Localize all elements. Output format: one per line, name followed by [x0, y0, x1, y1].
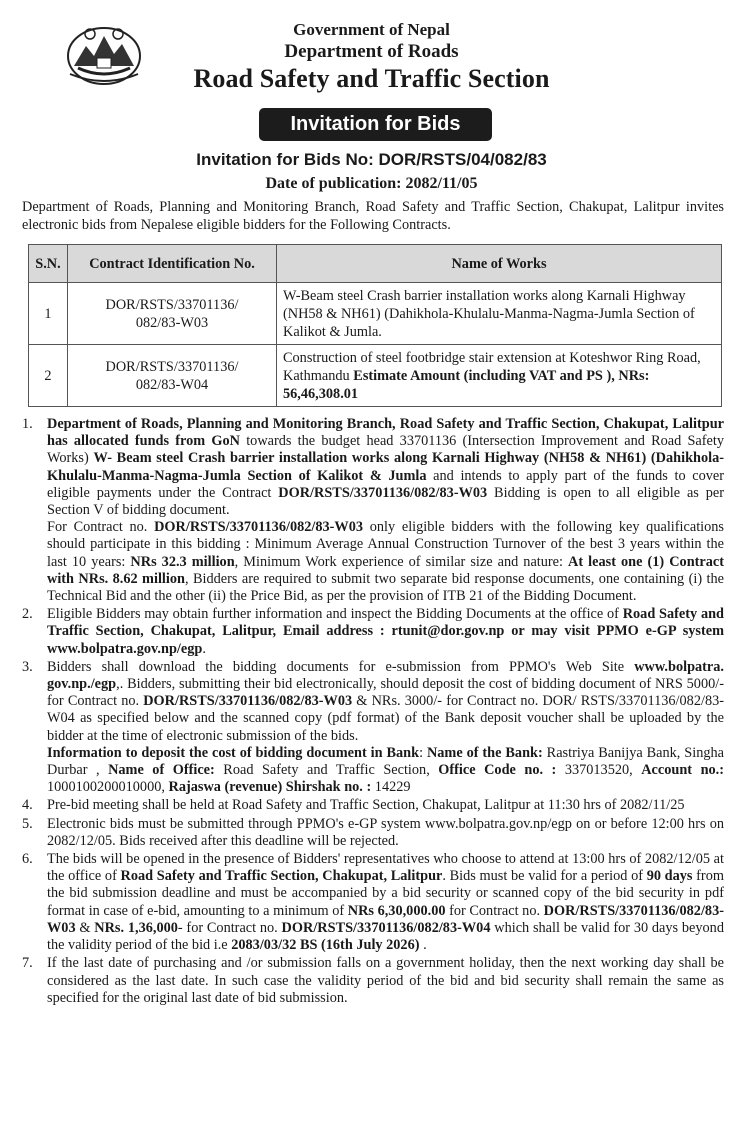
- contract-id-line1: DOR/RSTS/33701136/: [105, 296, 239, 313]
- clause-text: only eligible bidders with the following key qualifications should participate in this bidding : Minimum Average Annual Construction Turnover of the best 3 years within the last 10 years:: [47, 519, 724, 570]
- clause-3-para-1: [47, 659, 724, 745]
- list-item: [22, 851, 724, 954]
- table-header-row: [29, 245, 722, 283]
- clause-text: , Minimum Work experience of similar size and nature:: [234, 553, 569, 570]
- row-contract-id: [68, 345, 277, 407]
- row-contract-id: [68, 283, 277, 345]
- clause-text: .: [419, 937, 427, 954]
- clause-1-para-1: [47, 416, 724, 519]
- estimate-amount: Estimate Amount (including VAT and PS ), NRs: 56,46,308.01: [283, 367, 650, 402]
- notice-clauses: [22, 416, 724, 1008]
- clause-text: :: [419, 744, 427, 761]
- list-item: [22, 797, 724, 814]
- item-number: 6.: [22, 851, 33, 868]
- item-number: 2.: [22, 606, 33, 623]
- clause-text: 1000100200010000,: [47, 779, 169, 796]
- intro-paragraph: Department of Roads, Planning and Monitoring Branch, Road Safety and Traffic Section, Chakupat, Lalitpur invites electronic bids from Nepalese eligible bidders for the Following Contracts.: [22, 199, 724, 233]
- clause-text: 337013520,: [556, 762, 642, 779]
- clause-text-bold: NRs. 1,36,000: [94, 919, 178, 936]
- item-number: 4.: [22, 797, 33, 814]
- clause-text-bold: DOR/RSTS/33701136/082/83-W03: [154, 519, 364, 536]
- clause-text: - for Contract no.: [177, 919, 282, 936]
- notice-banner: Invitation for Bids: [259, 108, 492, 141]
- clause-text-bold: DOR/RSTS/33701136/082/83-W04: [281, 919, 491, 936]
- contract-id-line1: DOR/RSTS/33701136/: [105, 358, 239, 375]
- clause-text: from the bid submission deadline and must be accompanied by a bid security or scanned copy of the bid security in pdf format in case of e-bid, amounting to a minimum of: [47, 868, 724, 919]
- work-text: Construction of steel footbridge stair extension at Koteshwor Ring Road, Kathmandu: [283, 349, 701, 384]
- list-item: [22, 659, 724, 797]
- clause-1-para-2: [47, 519, 724, 605]
- item-number: 5.: [22, 815, 33, 832]
- clause-text: and intends to apply part of the funds to cover eligible payments under the Contract: [47, 467, 724, 501]
- clause-text: which shall be valid for 30 days beyond the validity period of the bid i.e: [47, 919, 724, 954]
- clause-text: ,. Bidders, submitting their bid electronically, should deposit the cost of bidding document of NRS 5000/- for Contract no.: [47, 676, 724, 710]
- clause-5: Electronic bids must be submitted through PPMO's e-GP system www.bolpatra.gov.np/egp on or before 12:00 hrs on 2082/12/05. Bids received after this deadline will be rejected.: [47, 815, 724, 849]
- clause-text-bold: Account no.:: [641, 762, 725, 779]
- clause-text: for Contract no.: [445, 902, 544, 919]
- clause-text-bold: NRs 32.3 million: [130, 553, 235, 570]
- clause-text: The bids will be opened in the presence of Bidders' representatives who choose to attend at 13:00 hrs of 2082/12/05 at the office of: [47, 851, 724, 885]
- clause-text-bold: Department of Roads, Planning and Monitoring Branch, Road Safety and Traffic Section, Chakupat, Lalitpur has allocated funds from GoN: [47, 416, 724, 450]
- clause-text-bold: At least one (1) Contract with NRs. 8.62 million: [47, 553, 725, 587]
- government-name: Government of Nepal: [293, 20, 450, 39]
- clause-text: Bidders shall download the bidding documents for e-submission from PPMO's Web Site: [47, 658, 635, 675]
- list-item: [22, 955, 724, 1007]
- list-item: [22, 816, 724, 850]
- clause-3-para-2: [47, 745, 724, 797]
- header-contract-id: Contract Identification No.: [68, 245, 277, 283]
- clause-text: . Bids must be valid for a period of: [442, 868, 647, 885]
- clause-text-bold: 90 days: [646, 868, 693, 885]
- clause-text: &: [75, 919, 95, 936]
- item-number: 1.: [22, 416, 33, 432]
- clause-text: Road Safety and Traffic Section,: [214, 762, 439, 779]
- clause-text-bold: Name of the Bank:: [426, 744, 543, 761]
- clause-text-bold: Rajaswa (revenue) Shirshak no. :: [168, 779, 372, 796]
- list-item: [22, 606, 724, 658]
- table-row: [29, 283, 722, 345]
- contract-id-line2: 082/83-W03: [135, 314, 209, 331]
- header-sn: S.N.: [29, 245, 68, 283]
- clause-text: 14229: [371, 779, 411, 796]
- clause-text: towards the budget head 33701136 (Intersection Improvement and Road Safety Works): [47, 433, 724, 467]
- section-name: Road Safety and Traffic Section: [193, 64, 550, 93]
- clause-2: [47, 606, 724, 658]
- contracts-table: [28, 244, 722, 407]
- clause-text: Bidding is open to all eligible as per Section V of bidding document.: [47, 484, 724, 519]
- clause-text-bold: 2083/03/32 BS (16th July 2026): [231, 937, 420, 954]
- row-work-name: [277, 345, 722, 407]
- clause-text: Rastriya Banijya Bank, Singha Durbar ,: [47, 744, 724, 779]
- publication-date: Date of publication: 2082/11/05: [265, 175, 478, 192]
- clause-text: .: [202, 640, 206, 657]
- bid-number: Invitation for Bids No: DOR/RSTS/04/082/83: [196, 150, 547, 169]
- clause-text-bold: NRs 6,30,000.00: [347, 902, 446, 919]
- clause-text-bold: Name of Office:: [108, 762, 215, 779]
- clause-text: Eligible Bidders may obtain further information and inspect the Bidding Documents at the office of: [47, 606, 623, 623]
- row-sn: 2: [29, 345, 68, 407]
- item-number: 3.: [22, 658, 33, 675]
- clause-text-bold: Information to deposit the cost of bidding document in Bank: [47, 744, 420, 761]
- clause-text-bold: Road Safety and Traffic Section, Chakupat, Lalitpur, Email address : rtunit@dor.gov.np or may visit PPMO e-GP system www.bolpatra.gov.np/egp: [47, 606, 724, 657]
- clause-text-bold: Office Code no. :: [438, 762, 557, 779]
- clause-text: & NRs. 3000/- for Contract no. DOR/ RSTS/33701136/082/83-W04 as specified below and the scanned copy (pdf format) of the Bank deposit voucher shall be uploaded by the bidder at the time of electronic submission of the bids.: [47, 693, 724, 744]
- clause-text-bold: www.bolpatra. gov.np./egp: [47, 658, 724, 693]
- item-number: 7.: [22, 955, 33, 972]
- list-item: [22, 416, 724, 605]
- clause-text: , Bidders are required to submit two separate bid response documents, one containing (i) the Technical Bid and the other (ii) the Price Bid, as per the provision of ITB 21 of the Bidding Document.: [47, 570, 724, 605]
- row-sn: 1: [29, 283, 68, 345]
- clause-text-bold: DOR/RSTS/33701136/082/83-W03: [143, 693, 353, 710]
- clause-text-bold: Road Safety and Traffic Section, Chakupat, Lalitpur: [120, 868, 443, 885]
- clause-text-bold: DOR/RSTS/33701136/082/83-W03: [47, 902, 724, 936]
- row-work-name: W-Beam steel Crash barrier installation works along Karnali Highway (NH58 & NH61) (Dahikhola-Khulalu-Manma-Nagma-Jumla Section of Kalikot & Jumla.: [277, 283, 722, 345]
- clause-4: Pre-bid meeting shall be held at Road Safety and Traffic Section, Chakupat, Lalitpur at 11:30 hrs of 2082/11/25: [47, 797, 685, 814]
- clause-text-bold: W- Beam steel Crash barrier installation works along Karnali Highway (NH58 & NH61) (Dahikhola-Khulalu-Manma-Nagma-Jumla Section of Kalikot & Jumla: [47, 450, 725, 484]
- clause-7: If the last date of purchasing and /or submission falls on a government holiday, then the next working day shall be considered as the last date. In such case the validity period of the bid and bid security shall remain the same as specified for the original last date of bid submission.: [47, 955, 724, 1006]
- clause-text-bold: DOR/RSTS/33701136/082/83-W03: [278, 484, 488, 501]
- clause-6: [47, 851, 724, 954]
- contract-id-line2: 082/83-W04: [135, 376, 209, 393]
- department-name: Department of Roads: [284, 41, 459, 62]
- clause-text: For Contract no.: [47, 519, 155, 536]
- table-row: [29, 345, 722, 407]
- header-name-of-works: Name of Works: [277, 245, 722, 283]
